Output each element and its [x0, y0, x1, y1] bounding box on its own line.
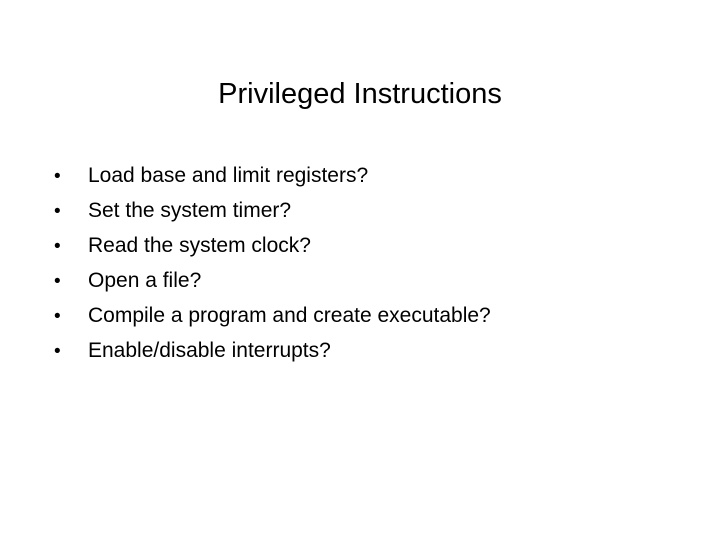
bullet-text: Compile a program and create executable? [88, 304, 491, 327]
slide-title-text: Privileged Instructions [218, 78, 502, 110]
bullet-text: Enable/disable interrupts? [88, 339, 331, 362]
bullet-text: Load base and limit registers? [88, 164, 369, 187]
bullet-item [54, 231, 491, 266]
bullet-icon: • [54, 306, 61, 327]
bullet-item [54, 161, 491, 196]
bullet-icon: • [54, 271, 61, 292]
bullet-text: Open a file? [88, 269, 202, 292]
bullet-icon: • [54, 236, 61, 257]
bullet-icon: • [54, 201, 61, 222]
bullet-item [54, 301, 491, 336]
bullet-icon: • [54, 166, 61, 187]
bullet-item [54, 196, 491, 231]
bullet-item [54, 336, 491, 371]
bullet-item [54, 266, 491, 301]
bullet-list [54, 161, 491, 371]
slide-title [0, 76, 720, 112]
bullet-text: Read the system clock? [88, 234, 311, 257]
bullet-text: Set the system timer? [88, 199, 292, 222]
bullet-icon: • [54, 341, 61, 362]
